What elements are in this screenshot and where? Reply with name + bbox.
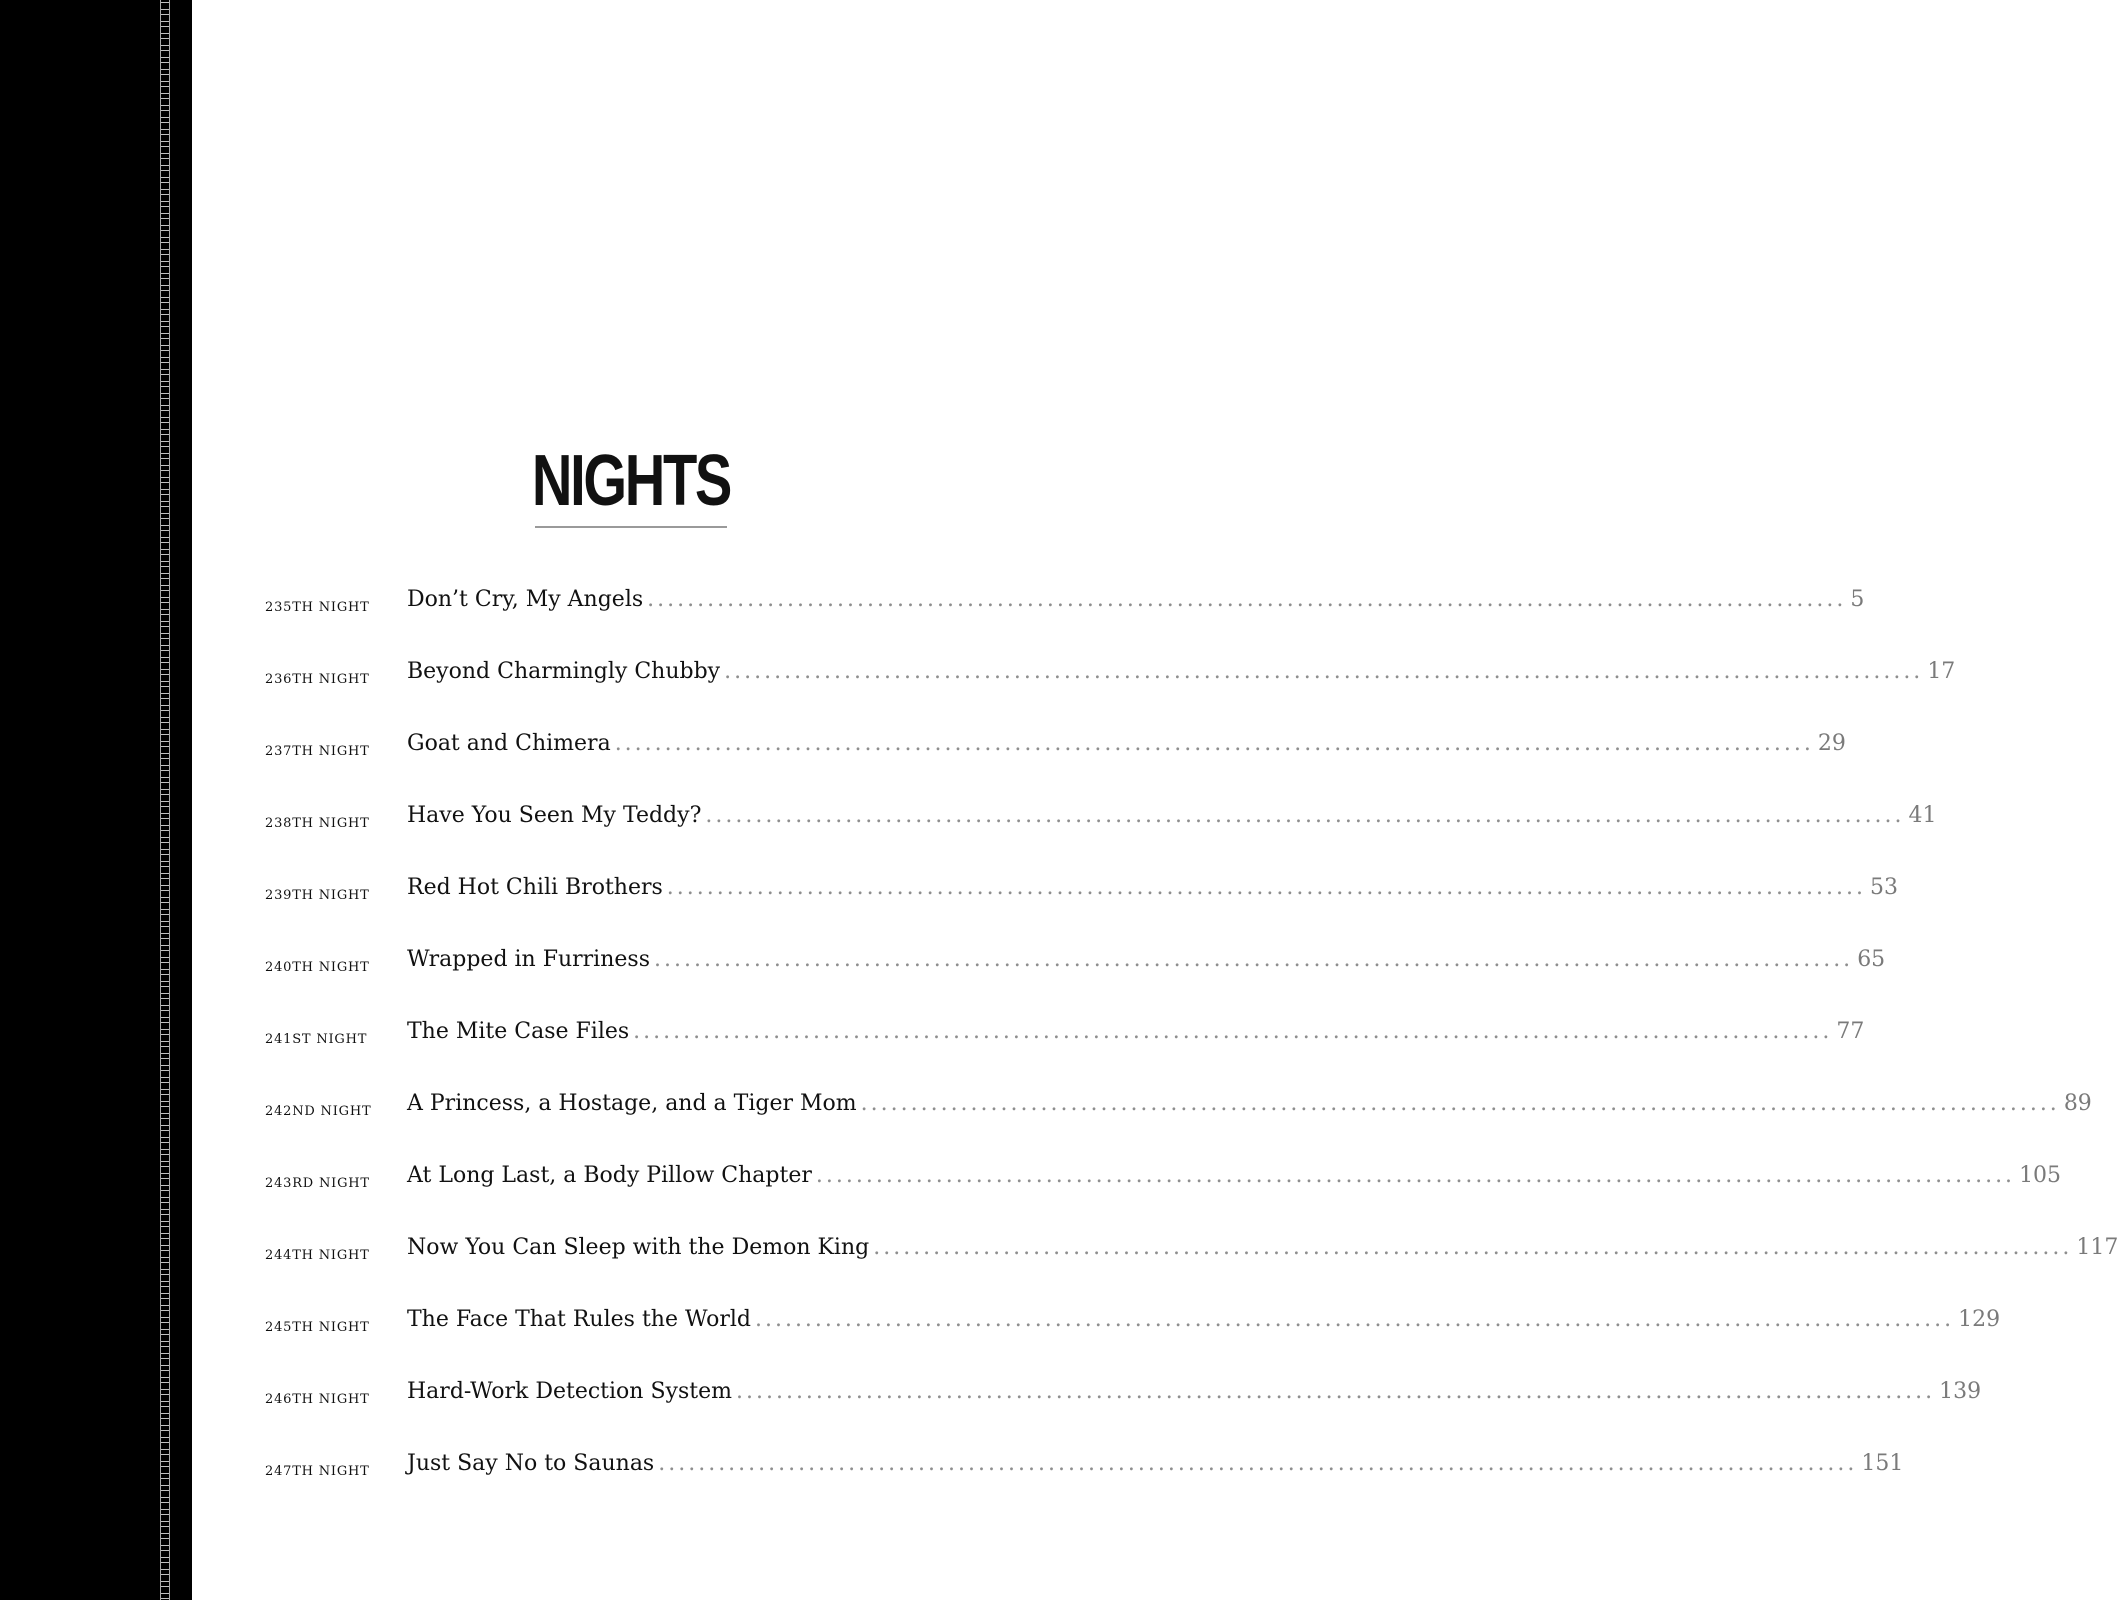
chapter-title: Goat and Chimera: [407, 731, 611, 756]
toc-row[interactable]: [265, 945, 1886, 1017]
dot-leader: ........................................................................................................................: [860, 1091, 2060, 1116]
dot-leader: ........................................................................................................................: [705, 803, 1905, 828]
page-number: 41: [1908, 803, 1937, 828]
toc-row[interactable]: [265, 1305, 2001, 1377]
chapter-title: The Face That Rules the World: [407, 1307, 751, 1332]
night-number: 235TH NIGHT: [265, 600, 370, 615]
toc-row[interactable]: [265, 1161, 2062, 1233]
page-number: 53: [1869, 875, 1898, 900]
dot-leader: ........................................................................................................................: [815, 1163, 2016, 1188]
dot-leader: ........................................................................................................................: [614, 731, 1814, 756]
page-number: 5: [1850, 587, 1865, 612]
table-of-contents: [265, 585, 2118, 1521]
dot-leader: ........................................................................................................................: [666, 875, 1866, 900]
page-number: 117: [2076, 1235, 2118, 1260]
page-title: NIGHTS: [531, 441, 731, 521]
night-number: 245TH NIGHT: [265, 1320, 370, 1335]
toc-row[interactable]: [265, 1377, 1982, 1449]
chapter-title: Red Hot Chili Brothers: [407, 875, 663, 900]
dot-leader: ........................................................................................................................: [658, 1451, 1858, 1476]
page-number: 77: [1836, 1019, 1865, 1044]
page-number: 151: [1861, 1451, 1904, 1476]
toc-row[interactable]: [265, 1233, 2118, 1305]
toc-row[interactable]: [265, 801, 1937, 873]
night-number: 237TH NIGHT: [265, 744, 370, 759]
dot-leader: ........................................................................................................................: [724, 659, 1924, 684]
night-number: 242ND NIGHT: [265, 1104, 372, 1119]
title-underline: [535, 526, 727, 528]
dot-leader: ........................................................................................................................: [647, 587, 1847, 612]
night-number: 247TH NIGHT: [265, 1464, 370, 1479]
toc-row[interactable]: [265, 873, 1898, 945]
chapter-title: Hard-Work Detection System: [407, 1379, 732, 1404]
page-number: 17: [1927, 659, 1956, 684]
toc-row[interactable]: [265, 657, 1956, 729]
page-number: 105: [2019, 1163, 2062, 1188]
page-number: 129: [1958, 1307, 2001, 1332]
night-number: 246TH NIGHT: [265, 1392, 370, 1407]
chapter-title: Wrapped in Furriness: [407, 947, 650, 972]
night-number: 236TH NIGHT: [265, 672, 370, 687]
toc-row[interactable]: [265, 1089, 2092, 1161]
night-number: 243RD NIGHT: [265, 1176, 370, 1191]
dot-leader: ........................................................................................................................: [654, 947, 1854, 972]
night-number: 241ST NIGHT: [265, 1032, 368, 1047]
toc-row[interactable]: [265, 1017, 1865, 1089]
dot-leader: ........................................................................................................................: [873, 1235, 2073, 1260]
chapter-title: Now You Can Sleep with the Demon King: [407, 1235, 870, 1260]
page-number: 29: [1817, 731, 1846, 756]
night-number: 240TH NIGHT: [265, 960, 370, 975]
chapter-title: At Long Last, a Body Pillow Chapter: [407, 1163, 812, 1188]
chapter-title: Just Say No to Saunas: [407, 1451, 655, 1476]
chain-decoration: [160, 0, 170, 1600]
chapter-title: Beyond Charmingly Chubby: [407, 659, 721, 684]
toc-row[interactable]: [265, 729, 1846, 801]
chapter-title: The Mite Case Files: [407, 1019, 630, 1044]
page-number: 65: [1857, 947, 1886, 972]
chapter-title: A Princess, a Hostage, and a Tiger Mom: [407, 1091, 857, 1116]
dot-leader: ........................................................................................................................: [633, 1019, 1833, 1044]
chapter-title: Don’t Cry, My Angels: [407, 587, 644, 612]
page-number: 89: [2063, 1091, 2092, 1116]
toc-row[interactable]: [265, 585, 1865, 657]
chapter-title: Have You Seen My Teddy?: [407, 803, 702, 828]
dot-leader: ........................................................................................................................: [735, 1379, 1936, 1404]
dot-leader: ........................................................................................................................: [754, 1307, 1955, 1332]
page-number: 139: [1939, 1379, 1982, 1404]
toc-row[interactable]: [265, 1449, 1904, 1521]
night-number: 239TH NIGHT: [265, 888, 370, 903]
night-number: 238TH NIGHT: [265, 816, 370, 831]
night-number: 244TH NIGHT: [265, 1248, 370, 1263]
